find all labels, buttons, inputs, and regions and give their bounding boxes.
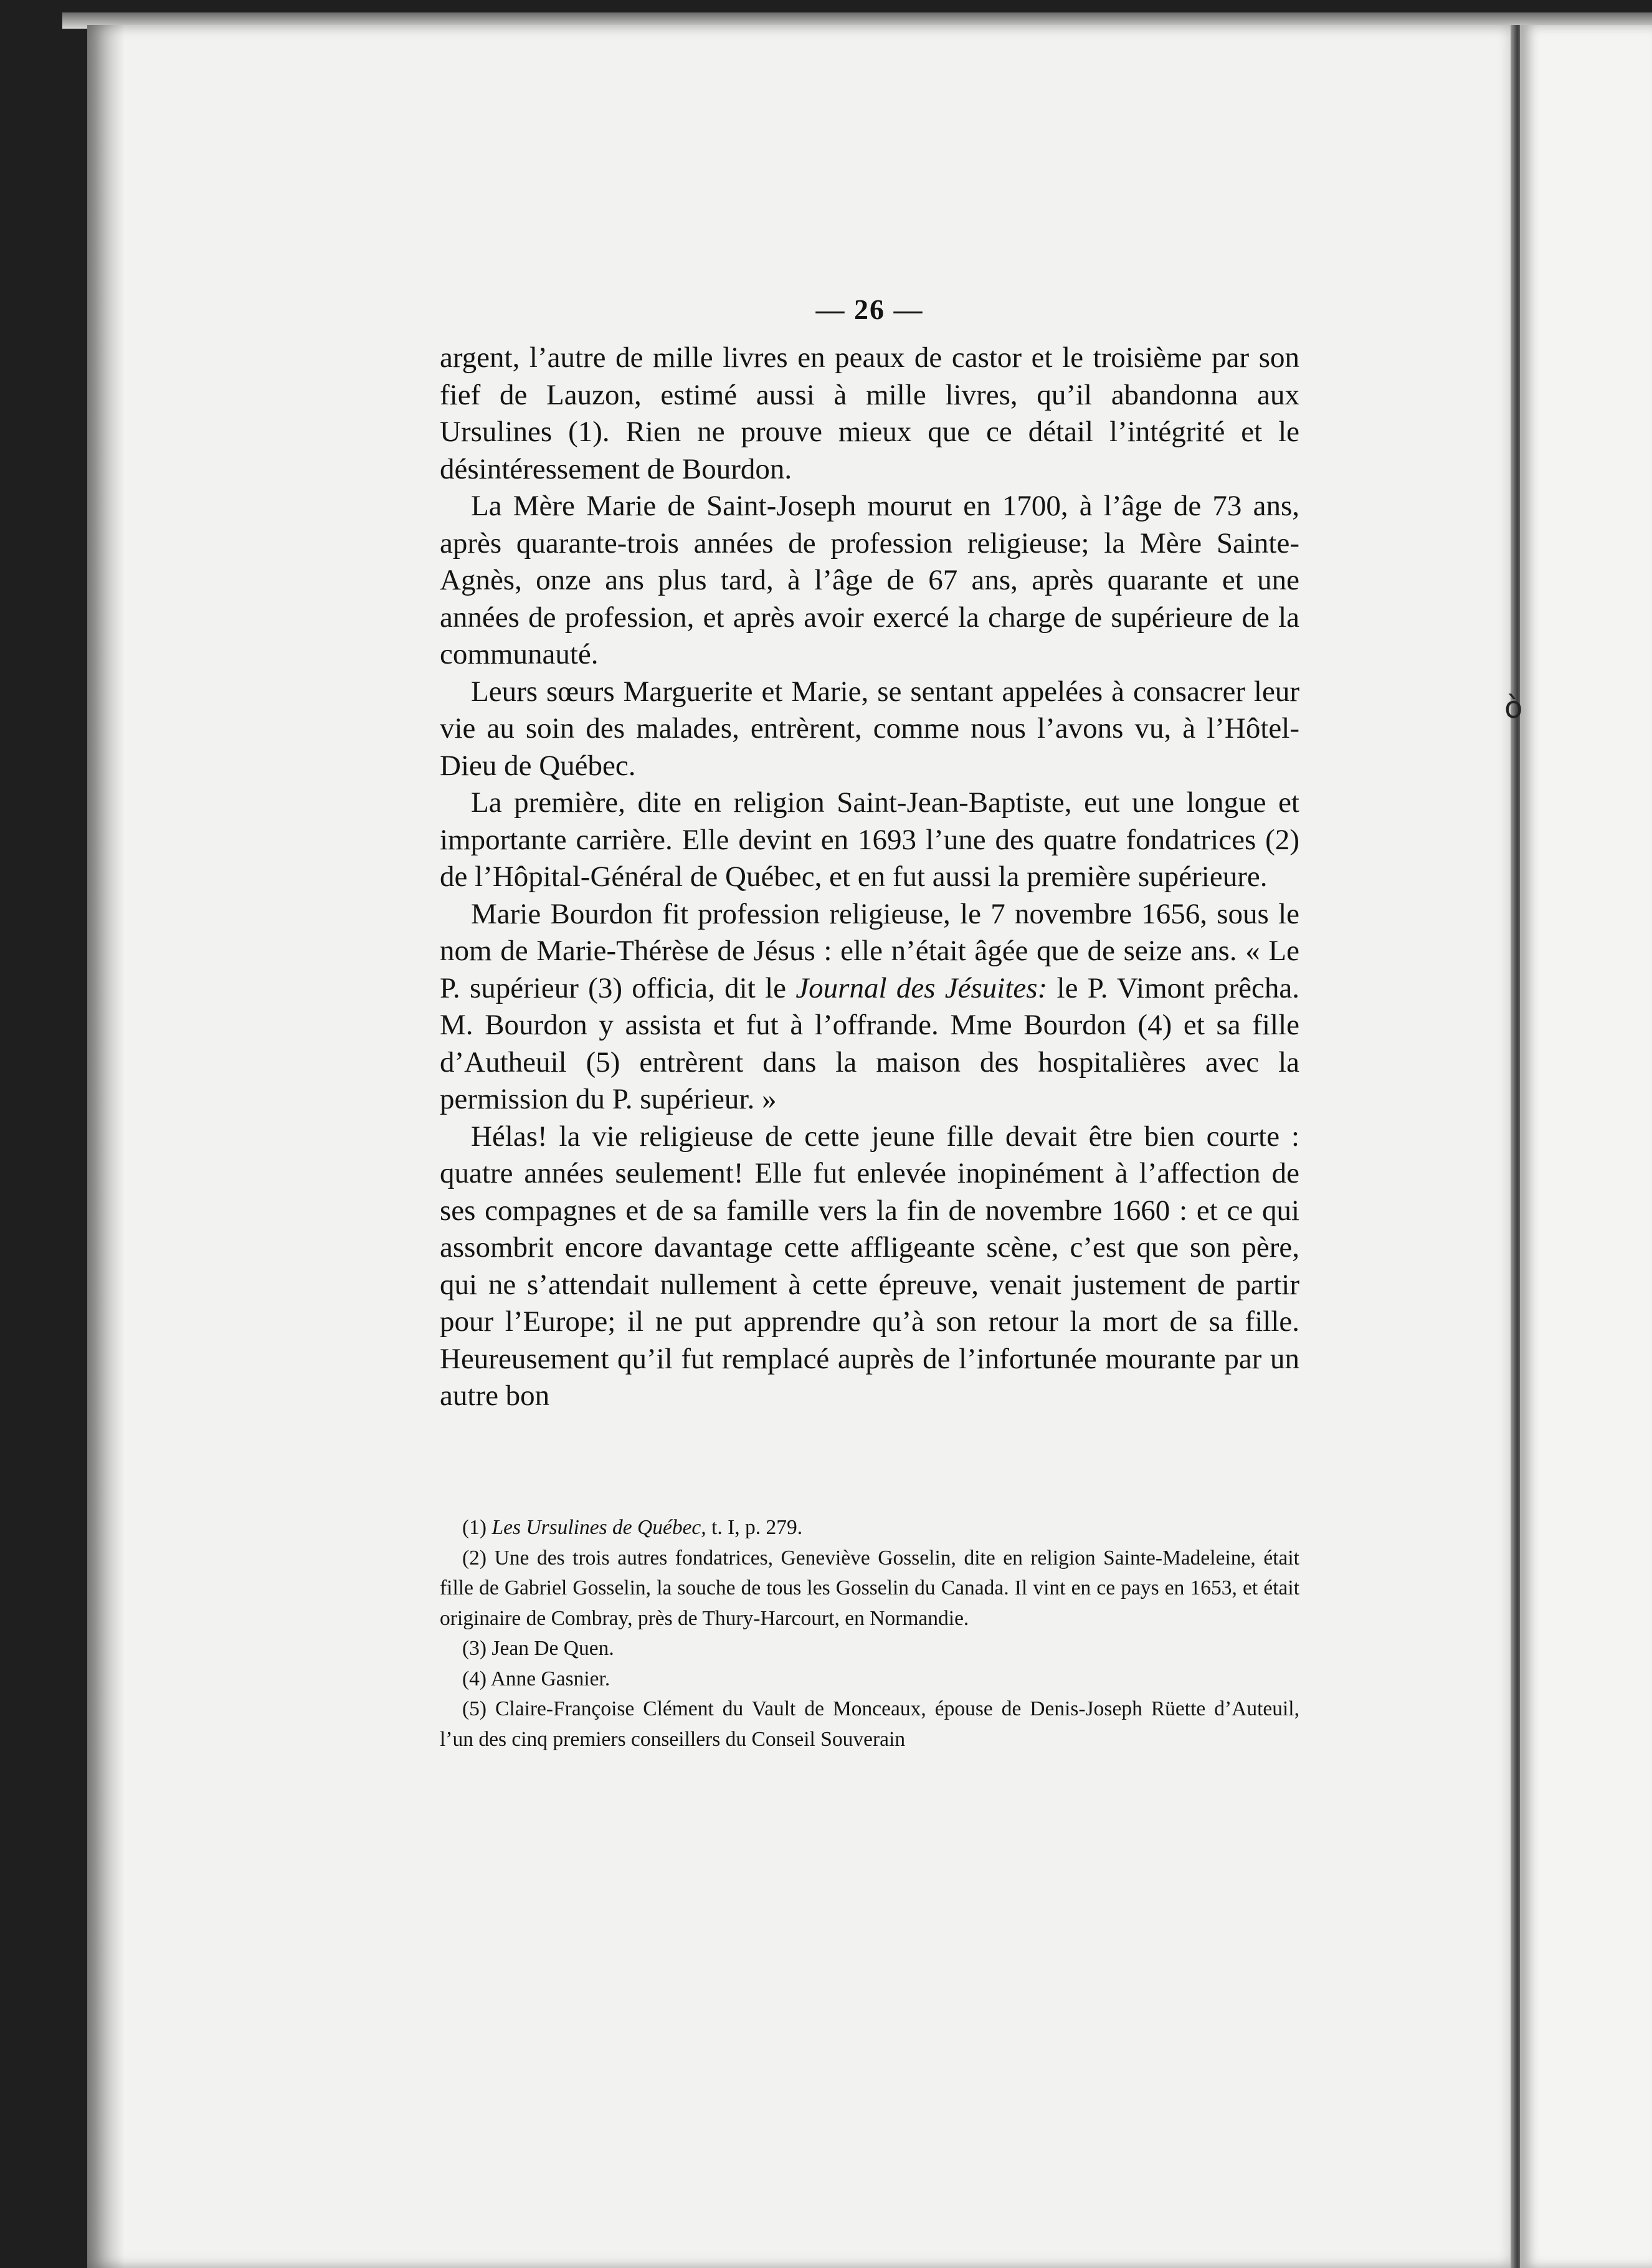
footnote: (3) Jean De Quen. xyxy=(462,1637,614,1660)
paragraph: La première, dite en religion Saint-Jean-Baptiste, eut une longue et importante carrière. Elle devint en 1693 l’une des quatre fondatrices (2) de l’Hôpital-Général de Québec, et en fut aussi la première supérieure. xyxy=(440,786,1299,893)
paragraph-text: Marie Bourdon fit profession religieuse, le 7 novembre 1656, sous le nom de Marie-Thérèse de Jésus : elle n’était âgée que de seize ans. « Le P. supérieur (3) officia, dit le xyxy=(440,897,1299,1004)
paragraph xyxy=(440,896,1299,1118)
margin-mark: ò xyxy=(1504,690,1523,725)
footnote-number: (1) xyxy=(462,1516,492,1539)
page-content xyxy=(440,293,1299,1415)
body-text xyxy=(440,340,1299,1415)
footnote: (2) Une des trois autres fondatrices, Geneviève Gosselin, dite en religion Sainte-Madeleine, était fille de Gabriel Gosselin, la souche de tous les Gosselin du Canada. Il vint en ce pays en 1653, et était originaire de Combray, près de Thury-Harcourt, en Normandie. xyxy=(440,1546,1299,1630)
right-page-edge xyxy=(1520,25,1652,2268)
paragraph: Hélas! la vie religieuse de cette jeune fille devait être bien courte : quatre années seulement! Elle fut enlevée inopinément à l’affection de ses compagnes et de sa famille vers la fin de novembre 1660 : et ce qui assombrit encore davantage cette affligeante scène, c’est que son père, qui ne s’attendait nullement à cette épreuve, venait justement de partir pour l’Europe; il ne put apprendre qu’à son retour la mort de sa fille. Heureusement qu’il fut remplacé auprès de l’infortunée mourante par un autre bon xyxy=(440,1120,1299,1412)
footnote-text: t. I, p. 279. xyxy=(706,1516,803,1539)
journal-title: Journal des Jésuites: xyxy=(795,971,1048,1004)
paragraph-text: le P. Vimont prêcha. M. Bourdon y assista et fut à l’offrande. Mme Bourdon (4) et sa fille d’Autheuil (5) entrèrent dans la maison des hospitalières avec la permission du P. supérieur. » xyxy=(440,971,1300,1115)
paragraph: argent, l’autre de mille livres en peaux de castor et le troisième par son fief de Lauzon, estimé aussi à mille livres, qu’il abandonna aux Ursulines (1). Rien ne prouve mieux que ce détail l’intégrité et le désintéressement de Bourdon. xyxy=(440,341,1299,485)
page-number: — 26 — xyxy=(815,293,924,325)
footnote-book-title: Les Ursulines de Québec, xyxy=(491,1516,706,1539)
footnote xyxy=(440,1513,1299,1543)
footnote: (4) Anne Gasnier. xyxy=(462,1667,610,1690)
footnotes xyxy=(440,1513,1299,1755)
paragraph: Leurs sœurs Marguerite et Marie, se sentant appelées à consacrer leur vie au soin des malades, entrèrent, comme nous l’avons vu, à l’Hôtel-Dieu de Québec. xyxy=(440,675,1299,782)
footnote: (5) Claire-Françoise Clément du Vault de Monceaux, épouse de Denis-Joseph Rüette d’Auteuil, l’un des cinq premiers conseillers du Conseil Souverain xyxy=(440,1697,1299,1751)
paragraph: La Mère Marie de Saint-Joseph mourut en 1700, à l’âge de 73 ans, après quarante-trois années de profession religieuse; la Mère Sainte-Agnès, onze ans plus tard, à l’âge de 67 ans, après quarante et une années de profession, et après avoir exercé la charge de supérieure de la communauté. xyxy=(440,490,1299,670)
